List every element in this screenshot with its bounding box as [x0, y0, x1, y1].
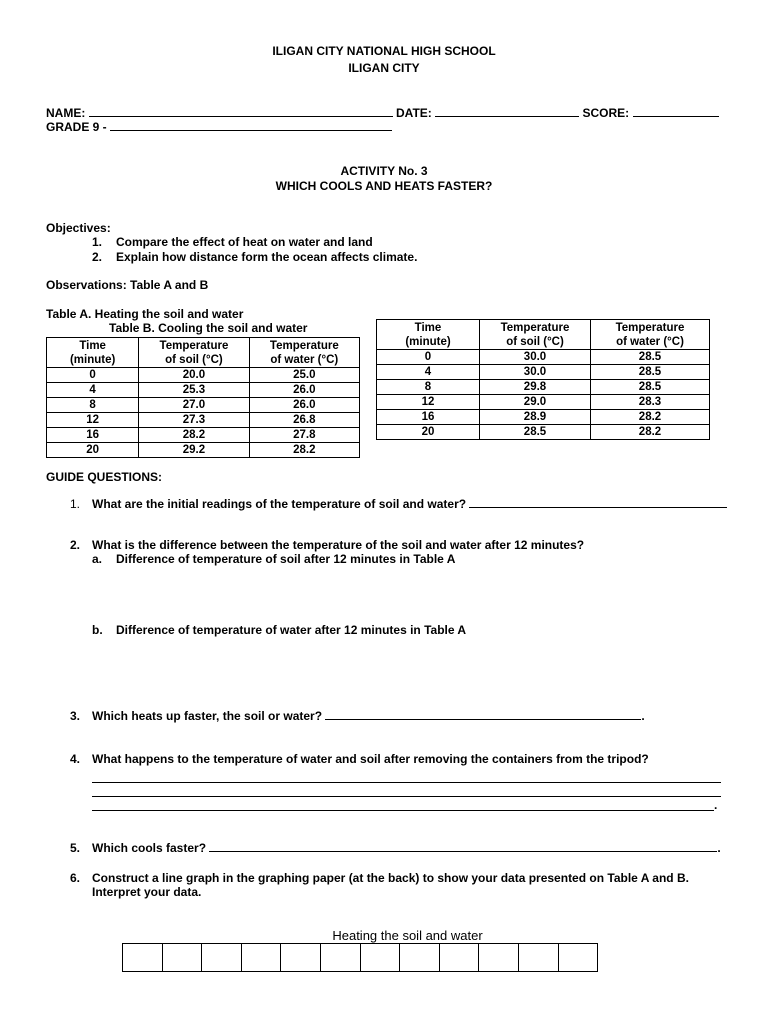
guide-heading: GUIDE QUESTIONS: — [46, 470, 163, 484]
header-line: of soil (°C) — [165, 353, 223, 366]
header-line: Temperature — [615, 321, 685, 334]
q6-text: Construct a line graph in the graphing paper (at the back) to show your data presented on Table A and B. — [92, 871, 689, 885]
table-cell: 29.8 — [480, 380, 591, 395]
table-row — [47, 413, 360, 428]
table-cell: 8 — [47, 398, 139, 413]
graph-cell — [123, 944, 163, 972]
table-cell: 25.3 — [139, 383, 249, 398]
table-cell: 8 — [377, 380, 480, 395]
grade-blank[interactable] — [110, 130, 392, 131]
header-water-temp — [591, 320, 710, 350]
table-cell: 26.0 — [249, 398, 359, 413]
objective-1: Compare the effect of heat on water and land — [116, 235, 373, 249]
q5-num: 5. — [70, 841, 81, 855]
table-row — [377, 350, 710, 365]
table-cell: 26.8 — [249, 413, 359, 428]
graph-cell — [281, 944, 321, 972]
question-5: Which cools faster? . — [92, 841, 721, 855]
header-line: of water (°C) — [616, 335, 684, 348]
objective-2: Explain how distance form the ocean affects climate. — [116, 250, 418, 264]
table-cell: 28.2 — [249, 443, 359, 458]
table-a-caption: Table A. Heating the soil and water — [46, 307, 244, 321]
table-cell: 27.8 — [249, 428, 359, 443]
graph-cell — [400, 944, 440, 972]
table-cell: 25.0 — [249, 368, 359, 383]
header-line: Time — [79, 339, 106, 352]
table-header-row — [47, 338, 360, 368]
table-cell: 29.2 — [139, 443, 249, 458]
table-cell: 28.5 — [591, 350, 710, 365]
table-cell: 20 — [47, 443, 139, 458]
graph-cell — [320, 944, 360, 972]
objective-1-num: 1. — [92, 235, 103, 249]
q2a-text: Difference of temperature of soil after 12 minutes in Table A — [116, 552, 456, 566]
table-row — [377, 410, 710, 425]
name-label: NAME: — [46, 106, 86, 120]
table-cell: 0 — [377, 350, 480, 365]
table-cell: 20.0 — [139, 368, 249, 383]
table-cell: 29.0 — [480, 395, 591, 410]
table-cell: 28.5 — [591, 365, 710, 380]
table-cell: 28.2 — [591, 410, 710, 425]
table-row — [377, 365, 710, 380]
table-cell: 28.2 — [139, 428, 249, 443]
header-line: Temperature — [269, 339, 339, 352]
table-row — [47, 383, 360, 398]
table-cell: 28.3 — [591, 395, 710, 410]
graph-cell — [360, 944, 400, 972]
q3-answer-blank[interactable] — [325, 719, 641, 720]
header-line: (minute) — [69, 353, 116, 366]
q6-num: 6. — [70, 871, 81, 885]
header-line: Time — [414, 321, 442, 334]
q6-text-2: Interpret your data. — [92, 885, 202, 899]
q2-num: 2. — [70, 538, 81, 552]
q1-num: 1. — [70, 497, 81, 511]
table-cell: 4 — [377, 365, 480, 380]
graph-title: Heating the soil and water — [332, 928, 483, 943]
header-water-temp — [249, 338, 359, 368]
table-cell: 28.9 — [480, 410, 591, 425]
score-blank[interactable] — [633, 116, 719, 117]
table-row — [377, 395, 710, 410]
graph-cell — [479, 944, 519, 972]
objective-2-num: 2. — [92, 250, 103, 264]
table-cell: 28.2 — [591, 425, 710, 440]
school-name: ILIGAN CITY NATIONAL HIGH SCHOOL — [272, 44, 496, 58]
activity-title: WHICH COOLS AND HEATS FASTER? — [275, 179, 493, 193]
objectives-heading: Objectives: — [46, 221, 111, 235]
table-header-row — [377, 320, 710, 350]
observations-heading: Observations: Table A and B — [46, 278, 209, 292]
q4-answer-line[interactable] — [92, 782, 721, 783]
header-line: of soil (°C) — [506, 335, 564, 348]
table-cell: 26.0 — [249, 383, 359, 398]
graph-row — [123, 944, 598, 972]
graph-paper — [122, 943, 598, 972]
grade-field — [46, 120, 392, 135]
question-3: Which heats up faster, the soil or water? . — [92, 709, 645, 723]
q1-text: What are the initial readings of the temperature of soil and water? — [92, 497, 467, 511]
q5-text: Which cools faster? — [92, 841, 207, 855]
q4-period: . — [714, 798, 718, 812]
date-blank[interactable] — [435, 116, 579, 117]
table-cell: 27.0 — [139, 398, 249, 413]
graph-cell — [162, 944, 202, 972]
header-line: of water (°C) — [270, 353, 339, 366]
table-row — [47, 368, 360, 383]
table-row — [47, 398, 360, 413]
q4-answer-line[interactable] — [92, 810, 714, 811]
header-line: Temperature — [159, 339, 229, 352]
graph-cell — [202, 944, 242, 972]
q4-num: 4. — [70, 752, 81, 766]
table-row — [47, 443, 360, 458]
header-time — [47, 338, 139, 368]
table-row — [377, 425, 710, 440]
grade-label: GRADE 9 - — [46, 120, 107, 134]
table-cell: 30.0 — [480, 350, 591, 365]
question-1 — [92, 497, 727, 512]
table-cell: 12 — [47, 413, 139, 428]
q5-answer-blank[interactable] — [209, 851, 717, 852]
table-b-caption: Table B. Cooling the soil and water — [109, 321, 308, 335]
table-cell: 20 — [377, 425, 480, 440]
header-line: Temperature — [500, 321, 570, 334]
table-cell: 28.5 — [480, 425, 591, 440]
table-cell: 30.0 — [480, 365, 591, 380]
header-soil-temp — [480, 320, 591, 350]
date-label: DATE: — [396, 106, 432, 120]
q1-answer-blank[interactable] — [469, 507, 727, 508]
header-time — [377, 320, 480, 350]
table-b — [376, 319, 710, 440]
table-a — [46, 337, 360, 458]
q2b-text: Difference of temperature of water after 12 minutes in Table A — [116, 623, 467, 637]
q3-num: 3. — [70, 709, 81, 723]
table-cell: 28.5 — [591, 380, 710, 395]
graph-cell — [439, 944, 479, 972]
table-row — [47, 428, 360, 443]
q2b-num: b. — [92, 623, 103, 637]
table-cell: 16 — [47, 428, 139, 443]
table-cell: 4 — [47, 383, 139, 398]
q2-text: What is the difference between the temperature of the soil and water after 12 minutes? — [92, 538, 585, 552]
q3-text: Which heats up faster, the soil or water? — [92, 709, 323, 723]
q2a-num: a. — [92, 552, 103, 566]
table-cell: 0 — [47, 368, 139, 383]
header-soil-temp — [139, 338, 249, 368]
school-city: ILIGAN CITY — [348, 61, 420, 75]
name-blank[interactable] — [89, 116, 393, 117]
q4-answer-line[interactable] — [92, 796, 721, 797]
score-label: SCORE: — [582, 106, 630, 120]
graph-cell — [518, 944, 558, 972]
table-cell: 12 — [377, 395, 480, 410]
table-cell: 27.3 — [139, 413, 249, 428]
activity-number: ACTIVITY No. 3 — [340, 164, 428, 178]
q4-text: What happens to the temperature of water and soil after removing the containers from the tripod? — [92, 752, 649, 766]
header-line: (minute) — [405, 335, 451, 348]
table-cell: 16 — [377, 410, 480, 425]
graph-cell — [241, 944, 281, 972]
table-row — [377, 380, 710, 395]
graph-cell — [558, 944, 598, 972]
name-field — [46, 106, 719, 121]
